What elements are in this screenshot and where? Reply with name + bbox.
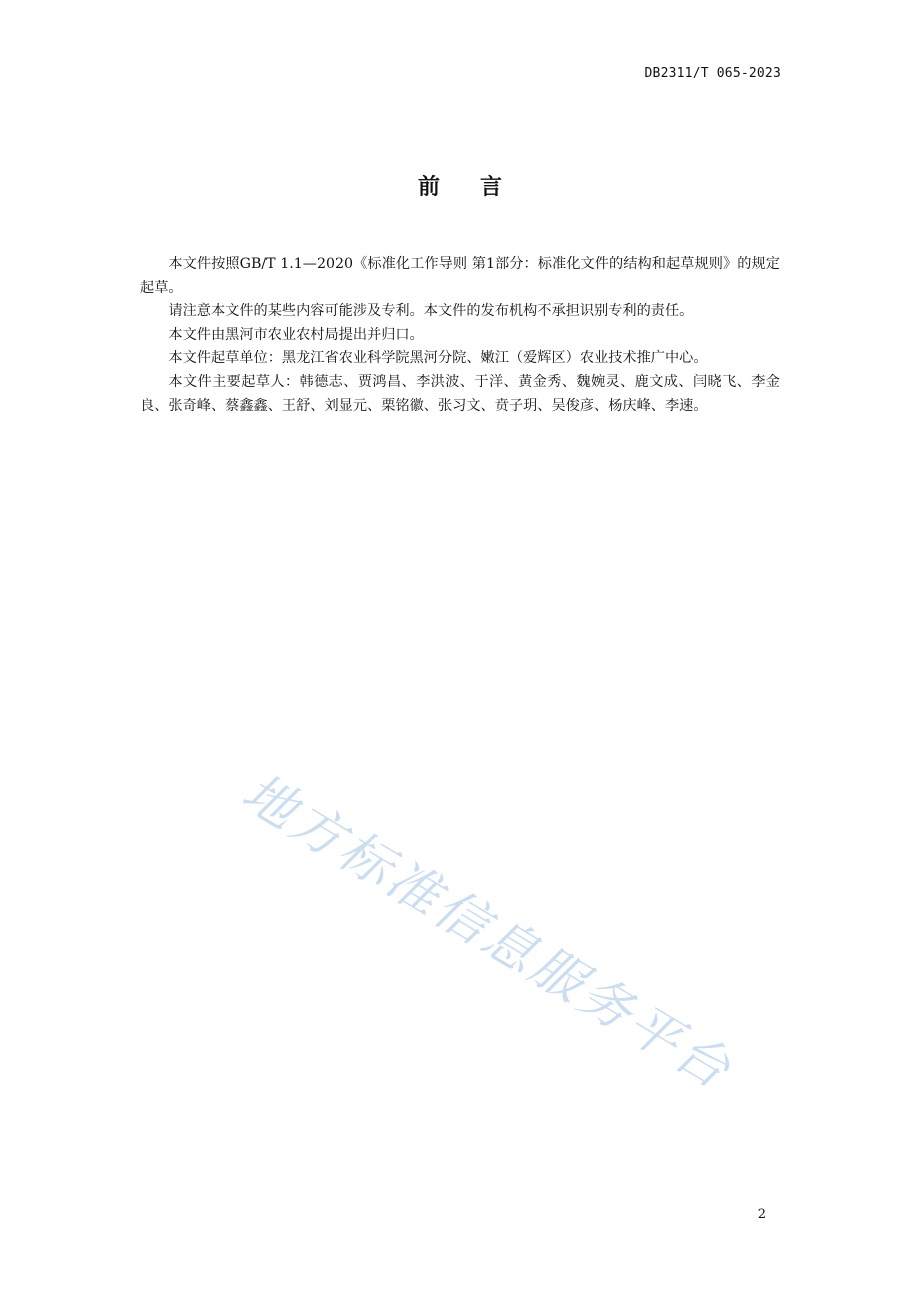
- document-code: DB2311/T 065-2023: [644, 66, 781, 81]
- paragraph-proposer: 本文件由黑河市农业农村局提出并归口。: [168, 326, 424, 343]
- paragraph-drafting-units: 本文件起草单位：黑龙江省农业科学院黑河分院、嫩江（爱辉区）农业技术推广中心。: [168, 350, 708, 367]
- paragraph-drafting-rules: 本文件按照GB/T 1.1—2020《标准化工作导则 第1部分：标准化文件的结构和起草规则》的规定起草。: [140, 256, 780, 296]
- page-title: 前言: [417, 175, 542, 200]
- paragraph-drafters: 本文件主要起草人：韩德志、贾鸿昌、李洪波、于洋、黄金秀、魏婉灵、鹿文成、闫晓飞、李金良、张奇峰、蔡鑫鑫、王舒、刘显元、栗铭徽、张习文、贲子玥、吴俊彦、杨庆峰、李速。: [140, 373, 780, 414]
- watermark-text: 地方标准信息服务平台: [231, 762, 743, 1103]
- page-number: 2: [757, 1207, 766, 1222]
- paragraph-patent-notice: 请注意本文件的某些内容可能涉及专利。本文件的发布机构不承担识别专利的责任。: [168, 303, 694, 320]
- foreword-body: [140, 253, 780, 418]
